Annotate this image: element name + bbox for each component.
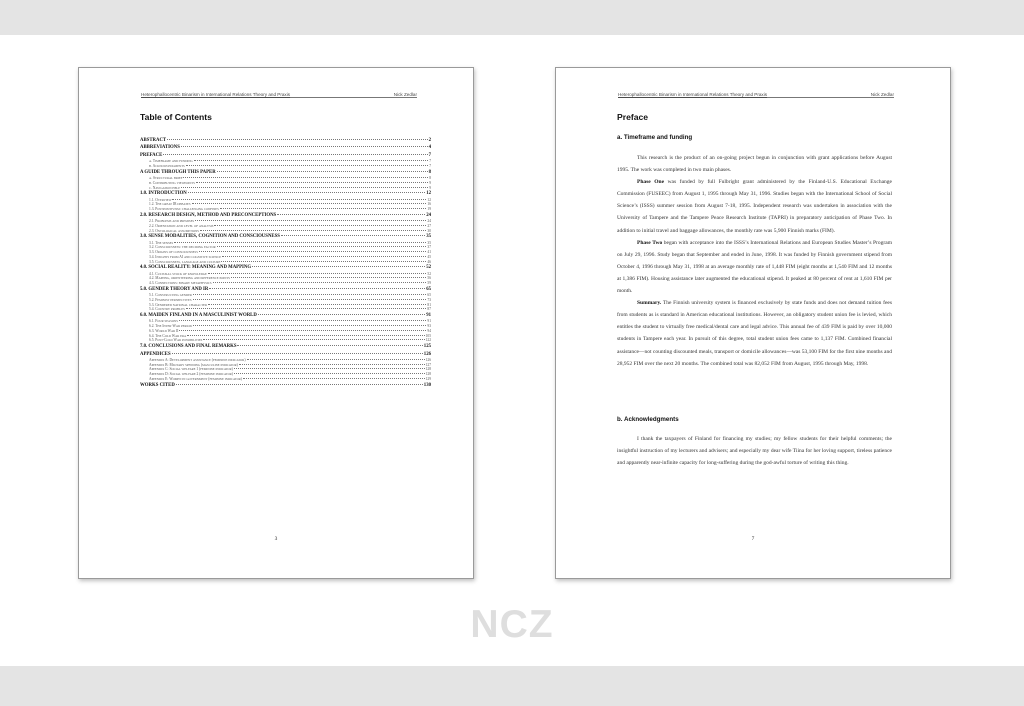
toc-entry-label: 4.1. Cultural stock of knowledge bbox=[149, 271, 207, 276]
toc-entry-page: 94 bbox=[427, 328, 431, 333]
toc-entry-label: ABBREVIATIONS bbox=[140, 145, 180, 151]
toc-leader-dots bbox=[258, 314, 425, 315]
toc-entry-page: 46 bbox=[427, 259, 431, 264]
toc-entry-page: 35 bbox=[427, 240, 431, 245]
toc-leader-dots bbox=[234, 368, 425, 369]
toc-entry-label: Appendix B: Military spending (masculine indicator) bbox=[149, 362, 238, 367]
toc-entry-label: 4.0. SOCIAL REALITY: MEANING AND MAPPING bbox=[140, 265, 252, 271]
toc-entry-label: 2.3. Ontological assumptions bbox=[149, 228, 199, 233]
toc-entry-page: 8 bbox=[429, 176, 431, 181]
toc-entry-label: 6.4. The Cold War era bbox=[149, 333, 187, 338]
running-header bbox=[141, 90, 417, 98]
toc-leader-dots bbox=[214, 225, 426, 226]
toc-entry-label: 1.2. The great IR debates bbox=[149, 202, 191, 207]
toc-entry-page: 41 bbox=[427, 250, 431, 255]
toc-leader-dots bbox=[281, 235, 425, 236]
toc-leader-dots bbox=[220, 208, 427, 209]
toc-entry-page: 91 bbox=[426, 313, 431, 319]
toc-entry-page: 16 bbox=[427, 202, 431, 207]
toc-entry-page: 8 bbox=[428, 169, 431, 175]
paragraph-text: The Finnish university system is financed exclusively by state funds and does not demand tuition fees from students as is standard in American educational institutions. However, an obligatory student union fee is levied, which entitles the student to virtually free medical/dental care and legal advice. This annual fee of 439 FIM is paid by over 10,000 students in Tampere each year. In pursuit of this degree, total student union fees came to 1,137 FIM. Combined financial assistance—not counting discounted meals, transport or domicile allowances—was 53,100 FIM for the first nine months and 28,952 FIM over the next 20 months. The combined total was 82,052 FIM from August, 1995 through May, 1998. bbox=[617, 300, 892, 367]
toc-entry-page: 37 bbox=[427, 245, 431, 250]
toc-entry-label: 3.4. Insights from AI and cognitive science bbox=[149, 254, 222, 259]
toc-entry-page: 12 bbox=[426, 191, 431, 197]
paragraph bbox=[617, 237, 892, 297]
toc-entry-label: b. Acknowledgments bbox=[149, 163, 185, 168]
toc-entry-label: 3.5. Consciousness, language and culture bbox=[149, 259, 221, 264]
toc-entry-label: 4.3. Connections: binary metaphysics bbox=[149, 281, 212, 286]
running-header-title: Heterophallocentric Binarism in International Relations Theory and Praxis bbox=[141, 92, 291, 97]
logo: NCZ bbox=[470, 603, 554, 646]
toc-entry-page: 7 bbox=[429, 163, 431, 168]
toc-entry-label: 6.3. World War II bbox=[149, 328, 179, 333]
toc-entry-page: 9 bbox=[429, 185, 431, 190]
toc-leader-dots bbox=[239, 364, 425, 365]
toc-entry-page: 73 bbox=[427, 297, 431, 302]
toc-entry-label: 3.3. Origins of consciousness bbox=[149, 250, 198, 255]
toc-leader-dots bbox=[208, 304, 426, 305]
toc-entry-label: 3.2. Consciousness: the deciding factor bbox=[149, 245, 216, 250]
toc-leader-dots bbox=[186, 165, 429, 166]
toc-leader-dots bbox=[243, 378, 425, 379]
page-number: 7 bbox=[751, 536, 755, 542]
toc-leader-dots bbox=[237, 345, 422, 346]
toc-leader-dots bbox=[181, 187, 428, 188]
toc-entry-label: 5.4. Country profiles bbox=[149, 307, 185, 312]
toc-leader-dots bbox=[217, 246, 427, 247]
toc-entry-page: 12 bbox=[427, 197, 431, 202]
running-header-author: Nick Zedlar bbox=[393, 92, 417, 97]
toc-entry-label: 2.2. Orientation and level of analysis bbox=[149, 223, 214, 228]
toc-leader-dots bbox=[213, 282, 427, 283]
table-of-contents bbox=[140, 138, 431, 389]
toc-leader-dots bbox=[181, 146, 428, 147]
toc-entry-label: a. Structural brief bbox=[149, 176, 183, 181]
toc-leader-dots bbox=[172, 199, 426, 200]
paragraph-text: began with acceptance into the ISSS’s International Relations and European Studies Master’s Program on July 29, 1996. Study began that September and ended in June, 1998. It was funded by Finnish government stipend from October 4, 1996 through May 31, 1998 at an average monthly rate of 1,448 FIM (eight months at 1,540 FIM and 12 months at 1,386 FIM). Housing assistance later augmented the educational stipend. It peaked at 80 percent of rent at 1,610 FIM per month. bbox=[617, 239, 892, 295]
paragraph-lead: Summary. bbox=[637, 300, 662, 307]
toc-entry-label: APPENDICES bbox=[140, 351, 171, 357]
toc-entry-label: 5.3. Gendered national character bbox=[149, 302, 208, 307]
toc-entry-label: WORKS CITED bbox=[140, 382, 175, 388]
section-body-timeframe bbox=[617, 152, 892, 370]
toc-entry-page: 7 bbox=[428, 152, 431, 158]
toc-entry-page: 19 bbox=[427, 207, 431, 212]
toc-leader-dots bbox=[208, 273, 427, 274]
toc-entry-label: Appendix D: Social welfare 2 (feminine indicator) bbox=[149, 371, 233, 376]
toc-entry-label: 2.1. Problems and premises bbox=[149, 219, 195, 224]
toc-entry-page: 52 bbox=[427, 271, 431, 276]
page-title: Preface bbox=[617, 112, 649, 122]
page-title: Table of Contents bbox=[140, 112, 212, 122]
toc-entry-label: 6.1. Four seasons bbox=[149, 319, 178, 324]
toc-entry-label: c. Navigation help bbox=[149, 185, 180, 190]
toc-entry-label: 3.0. SENSE MODALITIES, COGNITION AND CONSCIOUSNESS bbox=[140, 234, 280, 240]
toc-leader-dots bbox=[163, 154, 427, 155]
paragraph bbox=[617, 176, 892, 236]
toc-entry-label: 1.0. INTRODUCTION bbox=[140, 191, 187, 197]
toc-entry-page: 2 bbox=[428, 138, 431, 143]
toc-entry-label: 1.3. Postpositivism: challenging confines bbox=[149, 207, 219, 212]
toc-entry-page: 65 bbox=[427, 293, 431, 298]
paragraph-lead: Phase Two bbox=[637, 239, 663, 246]
toc-entry-page: 35 bbox=[426, 234, 431, 240]
paragraph: This research is the product of an on-going project begun in conjunction with grant applications before August 1995. The work was completed in two main phases. bbox=[617, 155, 892, 174]
toc-entry-page: 81 bbox=[427, 302, 431, 307]
toc-entry-label: 7.0. CONCLUSIONS AND FINAL REMARKS bbox=[140, 344, 237, 350]
toc-leader-dots bbox=[277, 214, 425, 215]
toc-entry[interactable] bbox=[140, 383, 431, 389]
toc-entry-label: PREFACE bbox=[140, 152, 163, 158]
toc-leader-dots bbox=[247, 359, 425, 360]
toc-leader-dots bbox=[183, 177, 428, 178]
section-body-acknowledgments bbox=[617, 433, 892, 469]
toc-leader-dots bbox=[200, 230, 427, 231]
toc-entry-page: 129 bbox=[425, 376, 431, 381]
bottom-band bbox=[0, 666, 1024, 706]
toc-leader-dots bbox=[188, 192, 425, 193]
toc-entry-page: 87 bbox=[427, 307, 431, 312]
page-table-of-contents bbox=[78, 67, 474, 579]
toc-leader-dots bbox=[196, 182, 428, 183]
toc-leader-dots bbox=[193, 325, 427, 326]
toc-leader-dots bbox=[222, 256, 426, 257]
toc-leader-dots bbox=[231, 277, 426, 278]
toc-leader-dots bbox=[221, 261, 426, 262]
toc-entry-page: 125 bbox=[423, 344, 431, 350]
page-preface bbox=[555, 67, 951, 579]
toc-entry-label: Appendix E: Women in government (feminine indicator) bbox=[149, 376, 243, 381]
toc-leader-dots bbox=[167, 139, 427, 140]
toc-leader-dots bbox=[186, 308, 427, 309]
toc-entry-page: 65 bbox=[426, 286, 431, 292]
toc-leader-dots bbox=[252, 266, 425, 267]
toc-leader-dots bbox=[179, 330, 426, 331]
toc-entry-label: 5.1. Constructing gender bbox=[149, 293, 192, 298]
toc-entry-label: 6.0. MAIDEN FINLAND IN A MASCULINIST WORLD bbox=[140, 313, 257, 319]
toc-entry-page: 128 bbox=[425, 367, 431, 372]
paragraph-text: was funded by full Fulbright grant administered by the Finland-U.S. Educational Exchange Commission (FUSEEC) from August 1, 1995 through May 31, 1996. Studies began with the International School of Social Science’s (ISSS) summer session from August 7-18, 1995. Independent research was undertaken in association with the University of Tampere and the Tampere Peace Research Institute (TAPRI) in preparatory anticipation of Phase Two. In addition to initial travel and baggage allowances, the monthly rate was 5,900 Finnish marks (FIM). bbox=[617, 179, 892, 234]
toc-entry-page: 27 bbox=[427, 223, 431, 228]
running-header-author: Nick Zedlar bbox=[870, 92, 894, 97]
toc-entry-label: 3.1. The senses bbox=[149, 240, 174, 245]
toc-leader-dots bbox=[193, 294, 426, 295]
toc-entry-page: 24 bbox=[426, 212, 431, 218]
toc-leader-dots bbox=[193, 299, 427, 300]
toc-entry-label: Appendix C: Social welfare 1 (feminine indicator) bbox=[149, 367, 233, 372]
toc-entry-page: 93 bbox=[427, 324, 431, 329]
toc-entry-label: 5.0. GENDER THEORY AND IR bbox=[140, 286, 209, 292]
toc-entry-label: 2.0. RESEARCH DESIGN, METHOD AND PRECONCEPTIONS bbox=[140, 212, 277, 218]
toc-entry-label: 1.1. Overview bbox=[149, 197, 172, 202]
paragraph-lead: Phase One bbox=[637, 179, 665, 186]
toc-entry-page: 105 bbox=[425, 333, 431, 338]
toc-entry-page: 24 bbox=[427, 219, 431, 224]
toc-entry-page: 30 bbox=[427, 228, 431, 233]
toc-entry-page: 127 bbox=[425, 362, 431, 367]
toc-leader-dots bbox=[187, 335, 424, 336]
toc-leader-dots bbox=[176, 384, 423, 385]
toc-entry-label: 5.2. Feminist perspectives bbox=[149, 297, 192, 302]
paragraph bbox=[617, 297, 892, 370]
toc-entry-label: Appendix A: Development assistance (feminine indicator) bbox=[149, 357, 246, 362]
toc-entry-page: 59 bbox=[427, 281, 431, 286]
toc-entry-page: 122 bbox=[425, 338, 431, 343]
top-band bbox=[0, 0, 1024, 35]
toc-entry-page: 130 bbox=[423, 382, 431, 388]
toc-entry-page: 91 bbox=[427, 319, 431, 324]
toc-leader-dots bbox=[234, 373, 425, 374]
section-heading-acknowledgments: b. Acknowledgments bbox=[617, 416, 679, 423]
toc-entry-page: 7 bbox=[429, 159, 431, 164]
toc-leader-dots bbox=[194, 160, 428, 161]
running-header bbox=[618, 90, 894, 98]
running-header-title: Heterophallocentric Binarism in International Relations Theory and Praxis bbox=[618, 92, 768, 97]
toc-leader-dots bbox=[172, 353, 423, 354]
toc-leader-dots bbox=[209, 288, 425, 289]
toc-entry-page: 128 bbox=[425, 371, 431, 376]
paragraph: I thank the taxpayers of Finland for financing my studies; my fellow students for their helpful comments; the insightful instruction of my lecturers and advisers; and especially my dear wife Tiina for her loving support, tireless patience and apparently near-infinite capacity for long-suffering during the god-awful torture of writing this thing. bbox=[617, 436, 892, 467]
toc-entry-label: 6.2. The Inter-War period bbox=[149, 324, 192, 329]
toc-entry-label: 6.5. Post-Cold War possibilities bbox=[149, 338, 203, 343]
toc-entry-label: ABSTRACT bbox=[140, 138, 167, 143]
toc-entry-page: 126 bbox=[423, 351, 431, 357]
toc-entry-page: 56 bbox=[427, 276, 431, 281]
toc-entry-label: b. Contributing viewpoints bbox=[149, 180, 195, 185]
toc-leader-dots bbox=[203, 339, 424, 340]
toc-leader-dots bbox=[192, 203, 427, 204]
toc-leader-dots bbox=[179, 320, 427, 321]
toc-entry-label: 4.2. Mapping, orienteering and reference points bbox=[149, 276, 230, 281]
toc-leader-dots bbox=[195, 220, 426, 221]
toc-entry-page: 45 bbox=[427, 254, 431, 259]
toc-entry-label: A GUIDE THROUGH THIS PAPER bbox=[140, 169, 216, 175]
section-heading-timeframe: a. Timeframe and funding bbox=[617, 134, 693, 141]
toc-entry-page: 9 bbox=[429, 180, 431, 185]
toc-leader-dots bbox=[174, 242, 426, 243]
toc-entry-page: 52 bbox=[426, 265, 431, 271]
toc-leader-dots bbox=[199, 251, 427, 252]
toc-leader-dots bbox=[217, 171, 428, 172]
toc-entry-page: 4 bbox=[428, 145, 431, 151]
toc-entry-label: a. Timeframe and funding bbox=[149, 159, 193, 164]
toc-entry-page: 126 bbox=[425, 357, 431, 362]
page-number: 3 bbox=[274, 536, 278, 542]
